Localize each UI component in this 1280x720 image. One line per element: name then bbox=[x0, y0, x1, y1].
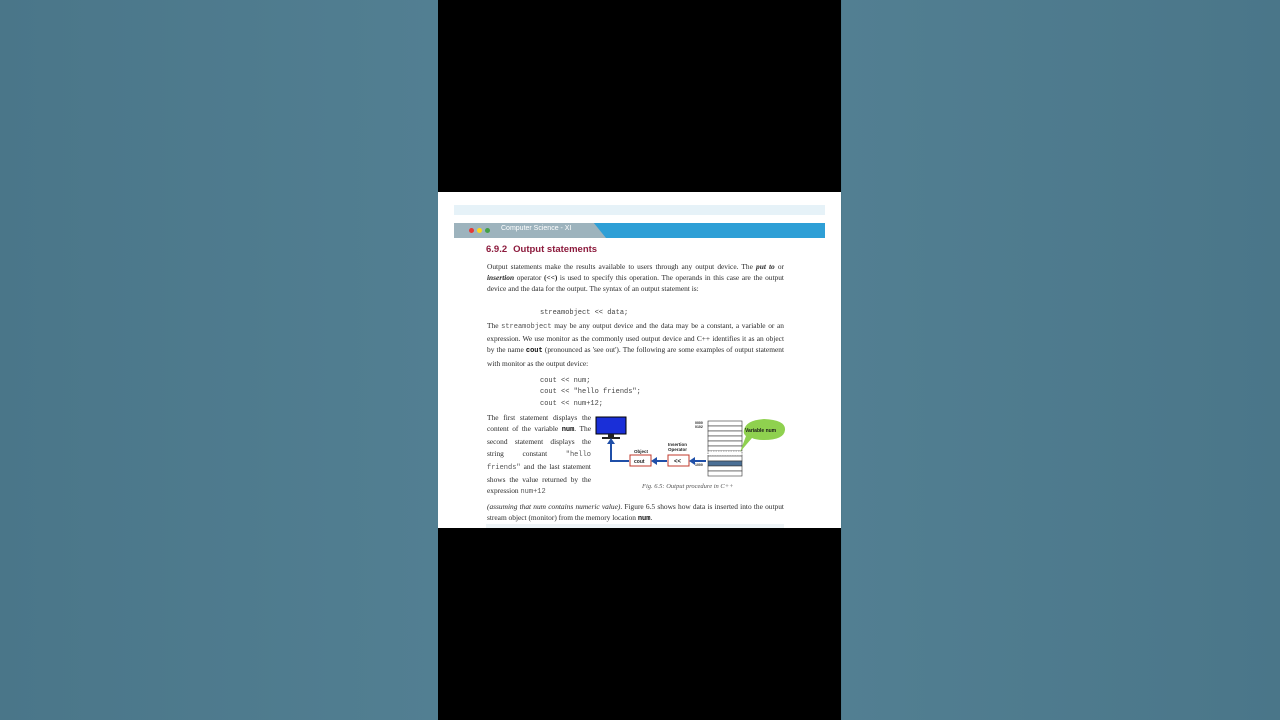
paragraph-figure-ref bbox=[487, 501, 784, 525]
arrow-to-monitor bbox=[611, 443, 629, 461]
monitor-stand bbox=[608, 434, 614, 437]
para1-text-2: or bbox=[774, 262, 784, 271]
paragraph-streamobject bbox=[487, 320, 784, 369]
book-page bbox=[438, 192, 841, 528]
syntax-code: streamobject << data; bbox=[540, 309, 629, 317]
para2-text-3: (pronounced as 'see out'). The following are some examples of output statement with monitor as the output device: bbox=[487, 345, 784, 368]
output-procedure-figure bbox=[594, 412, 788, 492]
figure-caption: Fig. 6.5: Output procedure in C++ bbox=[642, 483, 734, 490]
dot-yellow-icon bbox=[477, 228, 482, 233]
para3-text-6: . bbox=[650, 513, 653, 523]
hello-friends-term: "hello friends" bbox=[487, 450, 591, 472]
insertion-label: Insertion bbox=[668, 442, 688, 447]
section-number: 6.9.2 bbox=[486, 244, 508, 255]
paragraph-explanation bbox=[487, 412, 591, 498]
background-right bbox=[842, 0, 1280, 720]
example-code-3: cout << num+12; bbox=[540, 400, 604, 408]
para3-text-5: . Figure 6.5 shows how data is inserted into the output stream object (monitor) from the memory location bbox=[487, 502, 784, 523]
expr-term: num+12 bbox=[520, 488, 546, 497]
para3-text-4: (assuming that num contains numeric value) bbox=[487, 502, 621, 511]
video-frame bbox=[438, 0, 841, 720]
streamobject-term: streamobject bbox=[501, 323, 552, 331]
para3-text-3: and the last statement shows the value returned by the expression bbox=[487, 461, 591, 496]
section-title bbox=[486, 244, 597, 255]
para3-text-1: The first statement displays the content of the variable bbox=[487, 413, 591, 434]
num-term-2: num bbox=[637, 515, 651, 524]
page-top-strip bbox=[454, 205, 825, 215]
next-box-edge bbox=[486, 524, 784, 528]
para1-text-1: Output statements make the results available to users through any output device. The bbox=[487, 262, 757, 271]
para3-text-2: . The second statement displays the string constant bbox=[487, 424, 591, 458]
insertion-term: insertion bbox=[487, 273, 515, 283]
cout-label: cout bbox=[634, 459, 645, 465]
arrow-head-left-1 bbox=[651, 457, 657, 465]
addr-top-1: 0000 bbox=[695, 421, 703, 425]
header-title: Computer Science - XI bbox=[501, 225, 572, 232]
put-to-term: put to bbox=[756, 262, 775, 271]
variable-bubble bbox=[740, 419, 785, 452]
dot-red-icon bbox=[469, 228, 474, 233]
object-label: Object bbox=[634, 449, 649, 454]
operator-symbol-label: << bbox=[674, 459, 682, 465]
operator-symbol: (<<) bbox=[543, 273, 558, 283]
para1-text-4: is used to specify this operation. The operands in this case are the output device and the data for the output. The syntax of an output statement is: bbox=[487, 273, 784, 294]
monitor-icon bbox=[596, 417, 626, 434]
paragraph-output-intro bbox=[487, 261, 784, 295]
memory-cells bbox=[708, 421, 742, 476]
para1-text-3: operator bbox=[514, 273, 544, 283]
header-dots bbox=[469, 228, 490, 233]
num-term: num bbox=[561, 426, 575, 435]
example-code-1: cout << num; bbox=[540, 377, 591, 385]
cout-term: cout bbox=[525, 347, 543, 356]
addr-top-2: 0102 bbox=[695, 425, 703, 429]
example-code-2: cout << "hello friends"; bbox=[540, 388, 641, 396]
para2-text-2: may be any output device and the data may be a constant, a variable or an expression. We use monitor as the commonly used output device and C++ identifies it as an object by the name bbox=[487, 321, 784, 355]
para2-text-1: The bbox=[487, 321, 502, 330]
dot-green-icon bbox=[485, 228, 490, 233]
variable-label: Variable num bbox=[745, 428, 777, 434]
section-heading: Output statements bbox=[513, 244, 598, 255]
addr-bottom: 1000 bbox=[695, 463, 703, 467]
background-left bbox=[0, 0, 438, 720]
operator-label: Operator bbox=[668, 447, 688, 452]
